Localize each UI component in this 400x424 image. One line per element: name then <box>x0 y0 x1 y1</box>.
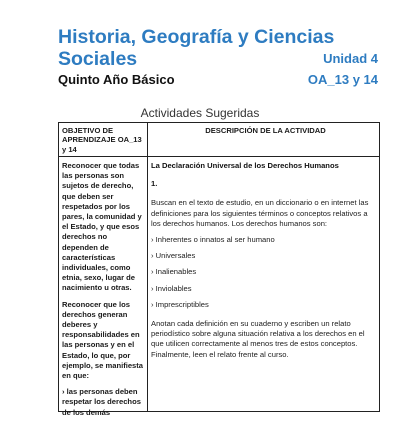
list-item: › Inherentes o innatos al ser humano <box>151 235 275 245</box>
list-item: › Inviolables <box>151 283 192 293</box>
list-item: › Inalienables <box>151 267 197 277</box>
list-item: › Universales <box>151 251 196 261</box>
activity-intro: Buscan en el texto de estudio, en un diccionario o en internet las definiciones para los siguientes términos o conceptos relativos a los derechos humanos. Los derechos humanos son: <box>151 198 369 228</box>
grade-label: Quinto Año Básico <box>58 72 175 87</box>
table-header-row <box>59 123 379 157</box>
oa-label: OA_13 y 14 <box>307 72 378 87</box>
section-title: Actividades Sugeridas <box>140 106 260 120</box>
objective-column-header: OBJETIVO DE APRENDIZAJE OA_13 y 14 <box>62 126 142 154</box>
unit-label: Unidad 4 <box>323 51 378 66</box>
activity-heading: La Declaración Universal de los Derechos Humanos <box>151 161 339 170</box>
activity-closing: Anotan cada definición en su cuaderno y escriben un relato periodístico sobre alguna situación relativa a los derechos en el que utilicen correctamente al menos tres de estos conceptos. Finalmente, leen el relato frente al curso. <box>151 319 365 359</box>
activity-cell <box>151 161 378 360</box>
objective-paragraph: Reconocer que todas las personas son sujetos de derecho, que deben ser respetados por los pares, la comunidad y el Estado, y que esos derechos no dependen de características individuales, como etnia, sexo, lugar de nacimiento u otras. <box>62 161 142 293</box>
title-row-2 <box>58 48 378 70</box>
objective-paragraph: Reconocer que los derechos generan deberes y responsabilidades en las personas y en el Estado, lo que, por ejemplo, se manifiesta en que: <box>62 299 144 381</box>
activity-column-header: DESCRIPCIÓN DE LA ACTIVIDAD <box>205 126 326 135</box>
activities-table <box>58 122 380 417</box>
subject-title-line-2: Sociales <box>58 48 138 70</box>
objective-paragraph: › las personas deben respetar los derechos de los demás <box>62 387 141 417</box>
activity-number: 1. <box>151 179 158 189</box>
document-header <box>58 26 378 90</box>
list-item: › Imprescriptibles <box>151 299 209 309</box>
title-row-3 <box>58 72 378 90</box>
column-divider <box>147 123 148 411</box>
objectives-cell <box>62 161 145 424</box>
subject-title-line-1: Historia, Geografía y Ciencias <box>58 26 335 48</box>
